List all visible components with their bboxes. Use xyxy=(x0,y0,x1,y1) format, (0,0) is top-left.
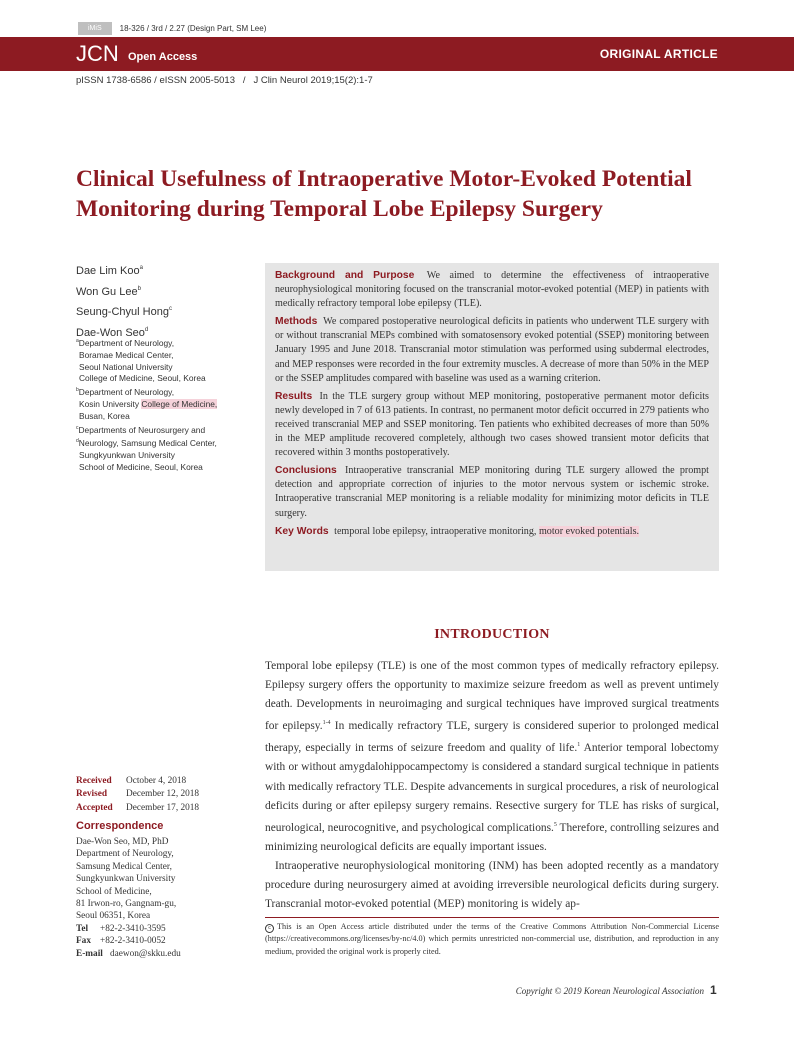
paragraph: Intraoperative neurophysiological monitoring (INM) has been adopted recently as a mandatory procedure during neurosurgery aimed at avoiding irreversible neurological deficits during surgery. Transcranial motor-evoked potential (MEP) monitoring is widely ap- xyxy=(265,859,719,911)
affiliation-line: College of Medicine, Seoul, Korea xyxy=(79,373,206,384)
affiliation-line: Seoul National University xyxy=(79,361,173,372)
article-type: ORIGINAL ARTICLE xyxy=(599,47,718,61)
section-heading: INTRODUCTION xyxy=(434,627,550,642)
author: Dae-Won Seo$^d$ xyxy=(76,326,149,339)
paragraph: Temporal lobe epilepsy (TLE) is one of the most common types of medically refractory epilepsy. Epilepsy surgery offers the opportunity to maximize seizure freedom as well as prevent untimely death. Developments in neuroimaging and surgical techniques have improved surgical treatments for epilepsy.$^{1-4}$ In medically refractory TLE, surgery is considered superior to prolonged medical therapy, especially in terms of seizure freedom and quality of life.$^1$ Anterior temporal lobectomy with or without amygdalohippocampectomy is considered a standard surgical technique in patients with medically refractory TLE. Despite advancements in surgical procedures, a risk of neurological deficits during or after epilepsy surgery remains. Resective surgery for TLE has risks of surgical, neurological, neurocognitive, and psychological complications.$^5$ Therefore, controlling seizures and minimizing neurological deficits are equally important issues. xyxy=(265,660,719,853)
affiliations xyxy=(76,336,261,474)
title-line-1: Clinical Usefulness of Intraoperative Motor-Evoked Potential xyxy=(76,166,692,192)
page-number: 1 xyxy=(710,983,717,997)
affiliation-line: School of Medicine, Seoul, Korea xyxy=(79,461,203,472)
copyright: Copyright © 2019 Korean Neurological Association xyxy=(515,986,704,996)
affiliation-line: Boramae Medical Center, xyxy=(79,349,174,360)
correspondence-block: Dae-Won Seo, MD, PhD Department of Neurology, Samsung Medical Center, Sungkyunkwan University School of Medicine, 81 Irwon-ro, Gangnam-gu, Seoul 06351, Korea Tel +82-2-3410-3595 Fax +82-2-3410-0052 E-mail daewon@skku.edu xyxy=(76,837,181,959)
license-note: c This is an Open Access article distributed under the terms of the Creative Commons Attribution Non-Commercial License (https://creativecommons.org/licenses/by-nc/4.0) which permits unrestricted non-commercial use, distribution, and reproduction in any medium, provided the original work is properly cited. xyxy=(265,922,719,956)
creative-commons-icon: c xyxy=(265,924,274,933)
abstract-conclusions: Conclusions Intraoperative transcranial MEP monitoring during TLE surgery allowed the prompt detection and appropriate correction of injuries to the motor nervous system or ischemic stroke. Intraoperative transcranial MEP monitoring is a reliable modality for minimizing motor deficits in TLE surgery. xyxy=(275,465,709,519)
abstract-keywords: Key Words temporal lobe epilepsy, intraoperative monitoring, motor evoked potentials. xyxy=(275,525,640,537)
abstract-methods: Methods We compared postoperative neurological deficits in patients who underwent TLE surgery with or without transcranial MEPs combined with somatosensory evoked potential (SSEP) monitoring between January 1995 and June 2018. Transcranial motor stimulation was performed using subdermal electrodes, and MEP responses were recorded in the four extremity muscles. A decrease of more than 50% in the MEP or the SSEP amplitudes compared with baseline was used as a warning criterion. xyxy=(275,316,709,384)
footnote-rule xyxy=(265,917,719,918)
open-access-label: Open Access xyxy=(128,51,198,63)
affiliation-line: Kosin University College of Medicine, xyxy=(79,398,218,409)
introduction-body xyxy=(265,657,719,914)
imis-tag: iMiS xyxy=(78,22,112,35)
correspondence-heading: Correspondence xyxy=(76,820,164,832)
journal-logo: JCN xyxy=(76,41,119,66)
journal-banner xyxy=(0,37,794,71)
highlight: motor evoked potentials. xyxy=(538,525,640,537)
author: Won Gu Lee$^b$ xyxy=(76,285,141,298)
issn-citation: pISSN 1738-6586 / eISSN 2005-5013 / J Clin Neurol 2019;15(2):1-7 xyxy=(76,75,373,86)
article-dates: Received October 4, 2018 Revised December 12, 2018 Accepted December 17, 2018 xyxy=(76,776,200,813)
title-line-2: Monitoring during Temporal Lobe Epilepsy Surgery xyxy=(76,196,603,222)
author: Dae Lim Koo$^a$ xyxy=(76,265,143,277)
affiliation-line: Sungkyunkwan University xyxy=(79,450,175,461)
affiliation-line: $^a$Department of Neurology, xyxy=(76,338,175,348)
article-title xyxy=(76,164,736,224)
affiliation-line: $^d$Neurology, Samsung Medical Center, xyxy=(76,438,217,449)
affiliation-line: Busan, Korea xyxy=(79,410,130,421)
abstract-box xyxy=(265,263,719,571)
email-link[interactable]: daewon@skku.edu xyxy=(110,948,181,959)
abstract-results: Results In the TLE surgery group without MEP monitoring, postoperative permanent motor deficits newly developed in 7 of 613 patients. In contrast, no permanent motor deficit occurred in 279 patients who received transcranial MEP and SSEP monitoring. Ten patients who exhibited decreases of more than 50% in the MEP amplitude recovered completely, although two cases showed transient motor deficits that recovered within 3 months postoperatively. xyxy=(275,390,709,459)
author-list xyxy=(76,260,172,342)
production-note-bar xyxy=(78,22,266,35)
production-note: 18-326 / 3rd / 2.27 (Design Part, SM Lee) xyxy=(119,24,267,33)
affiliation-line: $^c$Departments of Neurosurgery and xyxy=(76,424,206,435)
abstract-background: Background and Purpose We aimed to determine the effectiveness of intraoperative neurophysiological monitoring focused on the transcranial motor-evoked potential (MEP) in patients with medically refractory temporal lobe epilepsy (TLE). xyxy=(275,270,709,310)
highlight: College of Medicine, xyxy=(141,398,218,409)
affiliation-line: $^b$Department of Neurology, xyxy=(76,387,175,398)
author: Seung-Chyul Hong$^c$ xyxy=(76,306,172,318)
